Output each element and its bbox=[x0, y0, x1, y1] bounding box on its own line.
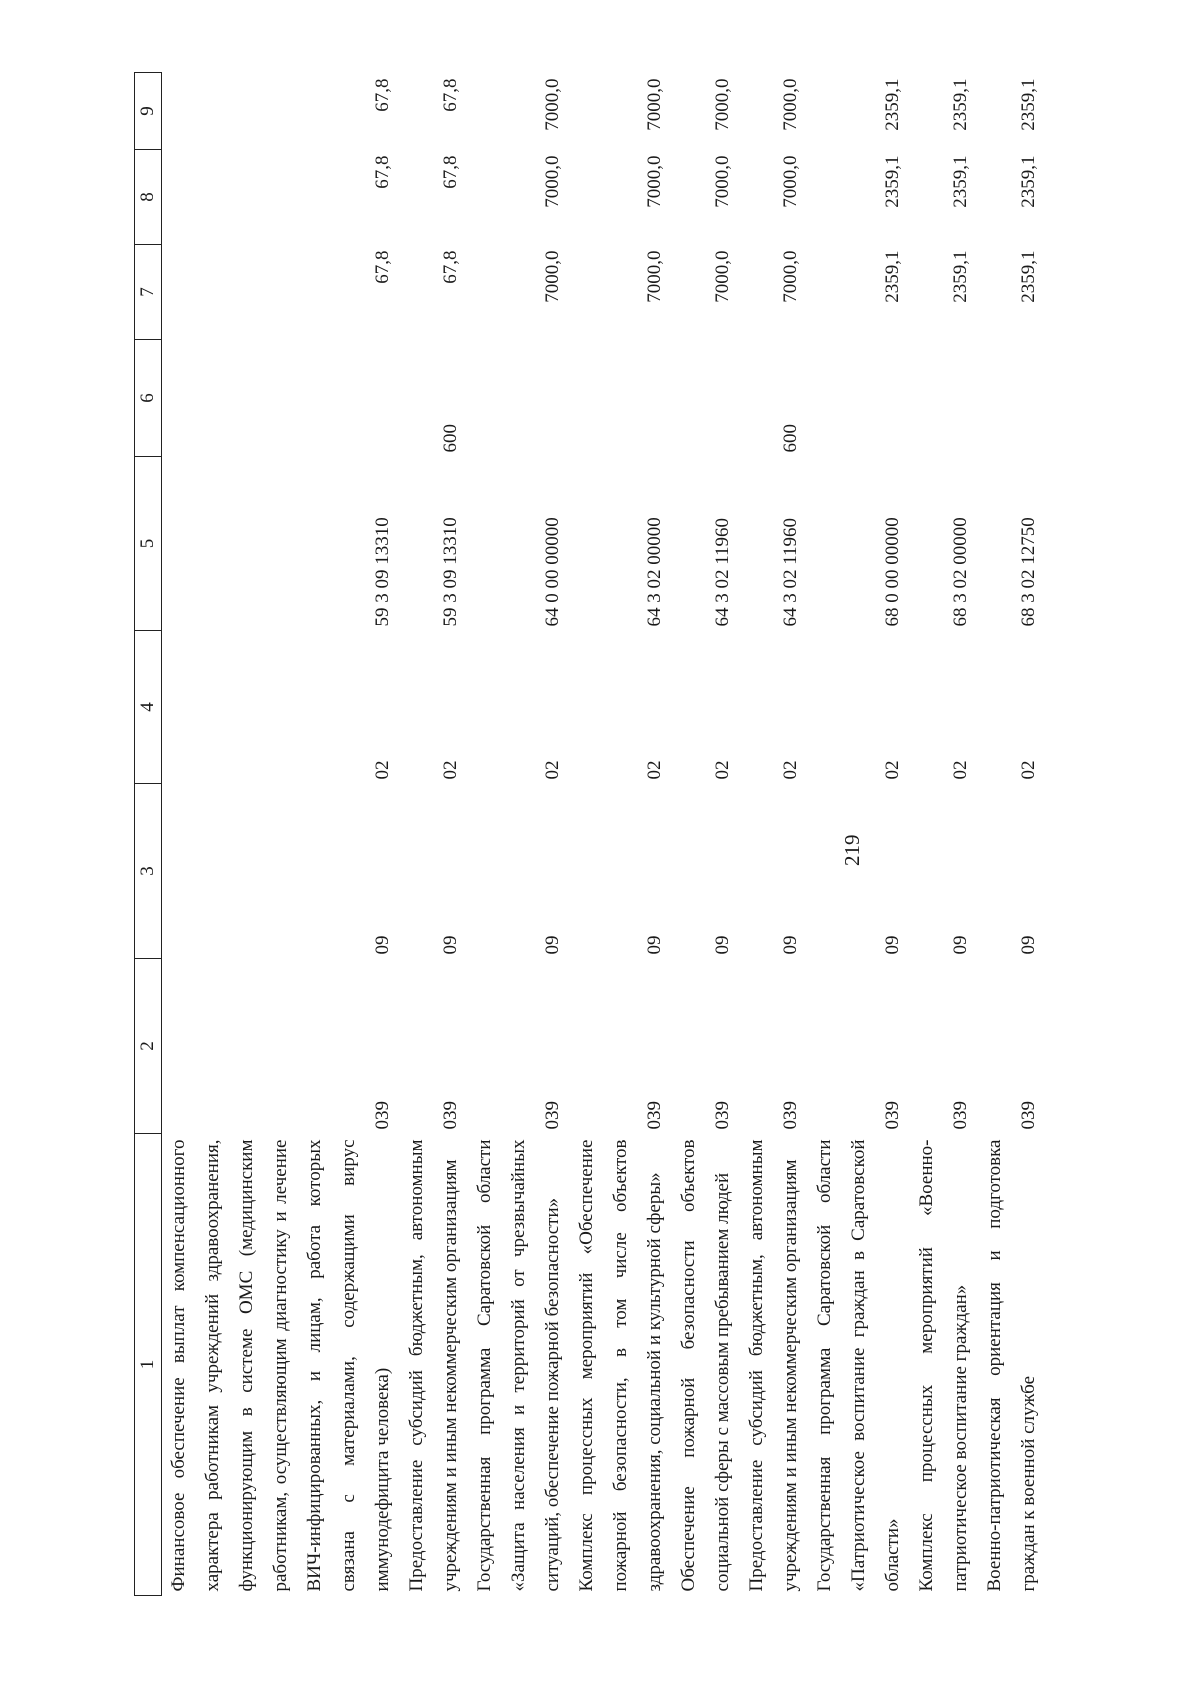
table-row bbox=[672, 73, 740, 1596]
code-col2-cell: 039 bbox=[780, 1101, 801, 1130]
value-col7-cell: 7000,0 bbox=[644, 250, 665, 303]
code-col4-cell: 02 bbox=[780, 760, 801, 780]
code-col3-cell: 09 bbox=[542, 935, 563, 955]
code-col3-cell: 09 bbox=[644, 935, 665, 955]
table-row bbox=[740, 73, 808, 1596]
code-col3-cell: 09 bbox=[1018, 935, 1039, 955]
code-col6-cell bbox=[570, 340, 672, 457]
code-col2-cell: 039 bbox=[372, 1101, 393, 1130]
row-name-cell: Государственная программа Саратовской области «Защита населения и территорий от чрезвычайных ситуаций, обеспечение пожарной безопасности» bbox=[474, 1139, 563, 1592]
table-row bbox=[910, 73, 978, 1596]
value-col8-cell: 7000,0 bbox=[712, 155, 733, 208]
code-col5-cell: 68 0 00 00000 bbox=[882, 517, 903, 627]
code-col2-cell: 039 bbox=[712, 1101, 733, 1130]
code-col3-cell: 09 bbox=[780, 935, 801, 955]
table-row bbox=[468, 73, 570, 1596]
code-col6-cell bbox=[468, 340, 570, 457]
value-col8-cell: 2359,1 bbox=[950, 155, 971, 208]
budget-table bbox=[134, 72, 1046, 1596]
value-col7-cell: 67,8 bbox=[372, 250, 393, 284]
header-cell-2: 2 bbox=[135, 959, 162, 1134]
code-col3-cell: 09 bbox=[882, 935, 903, 955]
page-number: 219 bbox=[840, 834, 864, 866]
header-cell-1: 1 bbox=[135, 1134, 162, 1596]
header-cell-7: 7 bbox=[135, 245, 162, 340]
row-name-cell: Финансовое обеспечение выплат компенсационного характера работникам учреждений здравоохранения, функционирующим в системе ОМС (медицинским работникам, осуществляющим диагностику и лечение ВИЧ-инфицированных, и лицам, работа которых связана с материалами, содержащими вирус иммунодефицита человека) bbox=[168, 1139, 393, 1592]
value-col8-cell: 7000,0 bbox=[644, 155, 665, 208]
code-col2-cell: 039 bbox=[644, 1101, 665, 1130]
value-col7-cell: 2359,1 bbox=[950, 250, 971, 303]
value-col8-cell: 2359,1 bbox=[1018, 155, 1039, 208]
header-cell-8: 8 bbox=[135, 150, 162, 245]
value-col9-cell: 7000,0 bbox=[780, 78, 801, 131]
table-body bbox=[162, 73, 1047, 1596]
value-col9-cell: 7000,0 bbox=[712, 78, 733, 131]
value-col8-cell: 67,8 bbox=[440, 155, 461, 189]
header-cell-3: 3 bbox=[135, 784, 162, 959]
code-col4-cell: 02 bbox=[542, 760, 563, 780]
code-col5-cell: 64 3 02 00000 bbox=[644, 517, 665, 627]
row-name-cell: Военно-патриотическая ориентация и подготовка граждан к военной службе bbox=[984, 1139, 1039, 1592]
header-cell-6: 6 bbox=[135, 340, 162, 457]
code-col3-cell: 09 bbox=[440, 935, 461, 955]
value-col7-cell: 67,8 bbox=[440, 250, 461, 284]
code-col2-cell: 039 bbox=[440, 1101, 461, 1130]
code-col5-cell: 64 0 00 00000 bbox=[542, 517, 563, 627]
code-col6-cell bbox=[978, 340, 1046, 457]
value-col8-cell: 7000,0 bbox=[780, 155, 801, 208]
code-col3-cell: 09 bbox=[950, 935, 971, 955]
value-col9-cell: 2359,1 bbox=[1018, 78, 1039, 131]
value-col9-cell: 7000,0 bbox=[644, 78, 665, 131]
row-name-cell: Предоставление субсидий бюджетным, автономным учреждениям и иным некоммерческим организациям bbox=[406, 1139, 461, 1592]
value-col7-cell: 7000,0 bbox=[780, 250, 801, 303]
code-col5-cell: 64 3 02 11960 bbox=[780, 517, 801, 627]
value-col7-cell: 2359,1 bbox=[1018, 250, 1039, 303]
code-col2-cell: 039 bbox=[542, 1101, 563, 1130]
code-col5-cell: 64 3 02 11960 bbox=[712, 517, 733, 627]
code-col3-cell: 09 bbox=[712, 935, 733, 955]
code-col6-cell bbox=[910, 340, 978, 457]
code-col6-cell bbox=[672, 340, 740, 457]
code-col2-cell: 039 bbox=[1018, 1101, 1039, 1130]
row-name-cell: Комплекс процессных мероприятий «Военно-патриотическое воспитание граждан» bbox=[916, 1139, 971, 1592]
code-col4-cell: 02 bbox=[712, 760, 733, 780]
table-row bbox=[808, 73, 910, 1596]
code-col6-cell: 600 bbox=[780, 424, 801, 453]
code-col2-cell: 039 bbox=[882, 1101, 903, 1130]
code-col4-cell: 02 bbox=[644, 760, 665, 780]
table-row bbox=[570, 73, 672, 1596]
header-cell-4: 4 bbox=[135, 631, 162, 784]
table-row bbox=[978, 73, 1046, 1596]
table-row bbox=[162, 73, 401, 1596]
code-col5-cell: 68 3 02 00000 bbox=[950, 517, 971, 627]
value-col8-cell: 67,8 bbox=[372, 155, 393, 189]
value-col7-cell: 7000,0 bbox=[712, 250, 733, 303]
code-col3-cell: 09 bbox=[372, 935, 393, 955]
code-col2-cell: 039 bbox=[950, 1101, 971, 1130]
value-col7-cell: 2359,1 bbox=[882, 250, 903, 303]
table-row bbox=[400, 73, 468, 1596]
code-col4-cell: 02 bbox=[882, 760, 903, 780]
value-col9-cell: 67,8 bbox=[440, 78, 461, 112]
table-header-row bbox=[135, 73, 162, 1596]
value-col9-cell: 67,8 bbox=[372, 78, 393, 112]
code-col4-cell: 02 bbox=[950, 760, 971, 780]
header-cell-9: 9 bbox=[135, 73, 162, 150]
code-col6-cell: 600 bbox=[440, 424, 461, 453]
row-name-cell: Предоставление субсидий бюджетным, автономным учреждениям и иным некоммерческим организациям bbox=[746, 1139, 801, 1592]
value-col8-cell: 2359,1 bbox=[882, 155, 903, 208]
row-name-cell: Государственная программа Саратовской области «Патриотическое воспитание граждан в Саратовской области» bbox=[814, 1139, 903, 1592]
value-col9-cell: 2359,1 bbox=[950, 78, 971, 131]
code-col4-cell: 02 bbox=[372, 760, 393, 780]
value-col7-cell: 7000,0 bbox=[542, 250, 563, 303]
code-col5-cell: 68 3 02 12750 bbox=[1018, 517, 1039, 627]
code-col6-cell bbox=[808, 340, 910, 457]
code-col4-cell: 02 bbox=[440, 760, 461, 780]
value-col9-cell: 2359,1 bbox=[882, 78, 903, 131]
code-col6-cell bbox=[162, 340, 401, 457]
code-col5-cell: 59 3 09 13310 bbox=[440, 517, 461, 627]
value-col9-cell: 7000,0 bbox=[542, 78, 563, 131]
code-col4-cell: 02 bbox=[1018, 760, 1039, 780]
row-name-cell: Комплекс процессных мероприятий «Обеспечение пожарной безопасности, в том числе объектов здравоохранения, социальной и культурной сферы» bbox=[576, 1139, 665, 1592]
row-name-cell: Обеспечение пожарной безопасности объектов социальной сферы с массовым пребыванием людей bbox=[678, 1139, 733, 1592]
value-col8-cell: 7000,0 bbox=[542, 155, 563, 208]
code-col5-cell: 59 3 09 13310 bbox=[372, 517, 393, 627]
header-cell-5: 5 bbox=[135, 457, 162, 631]
